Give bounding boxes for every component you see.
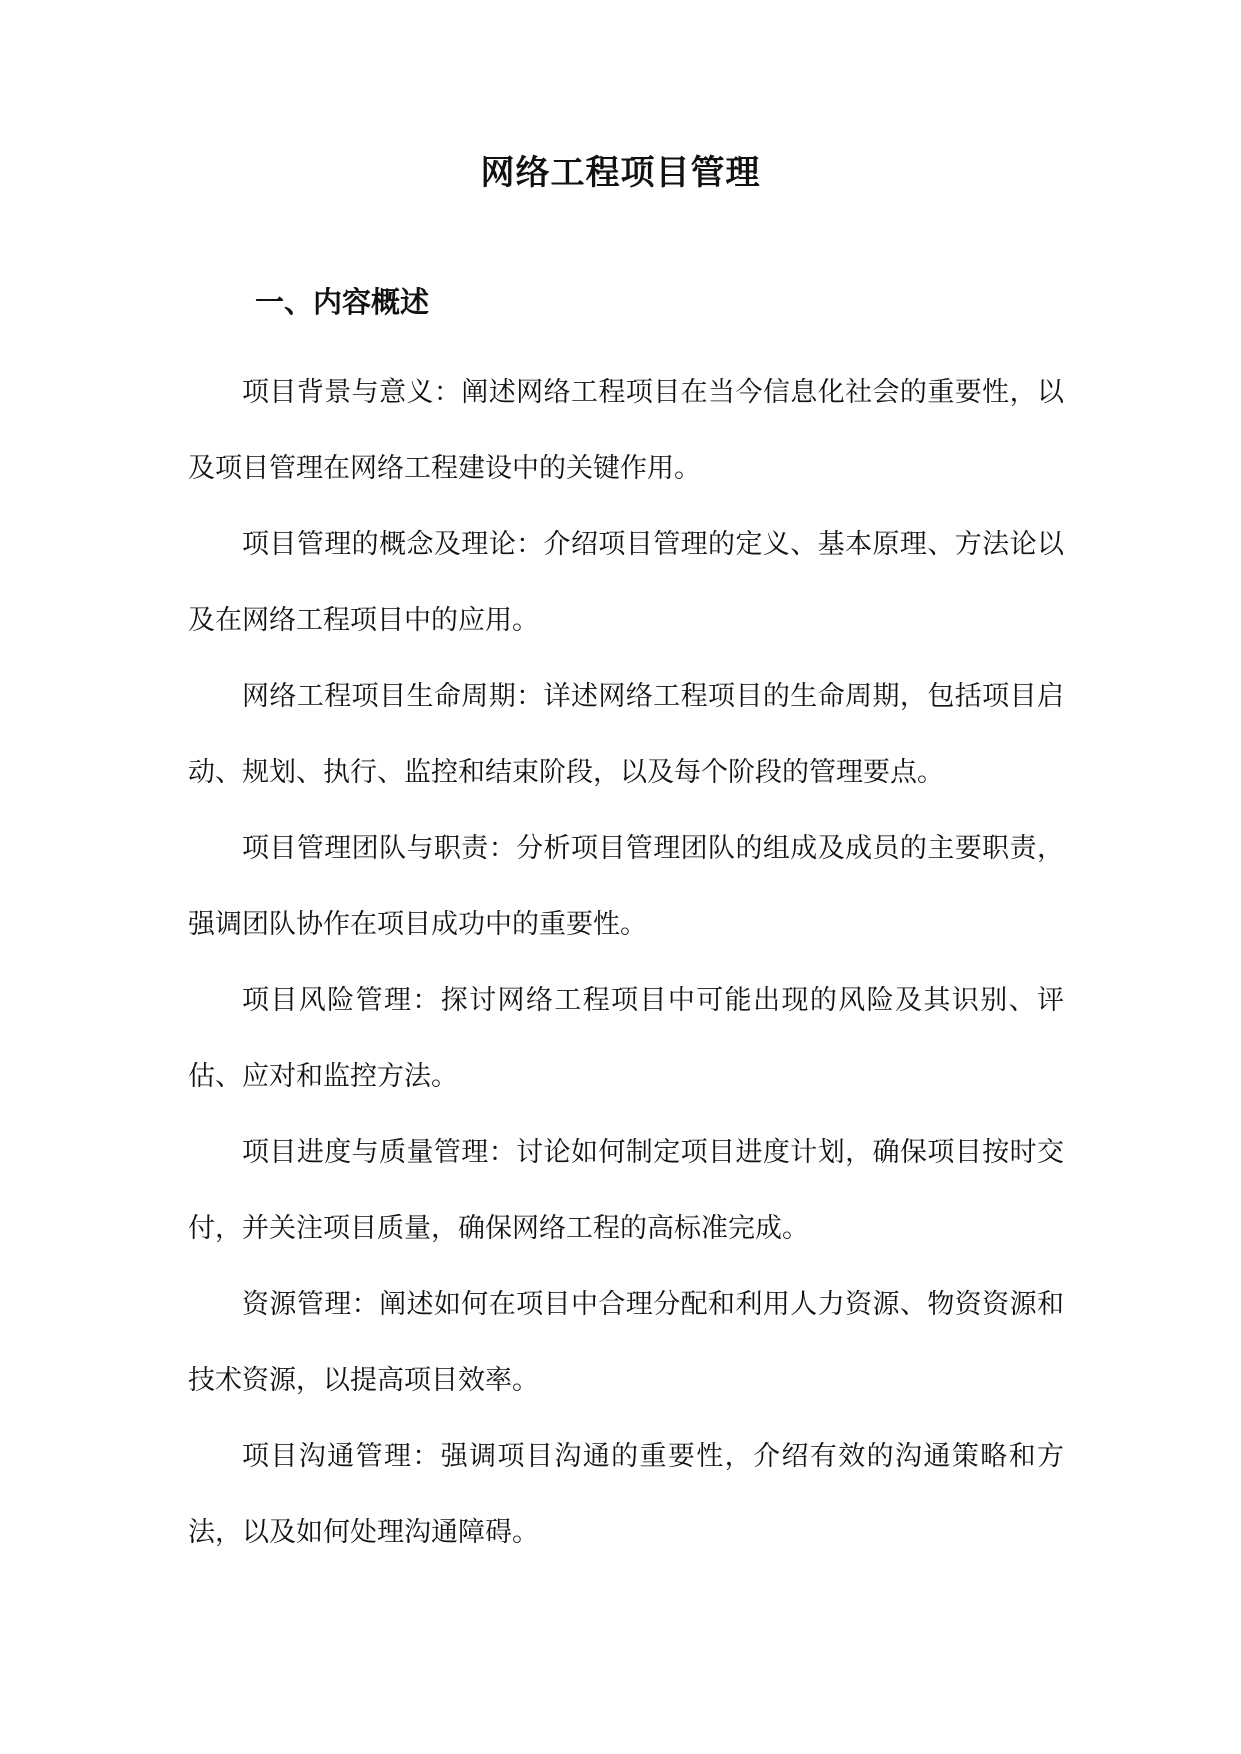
paragraph-schedule-quality: 项目进度与质量管理：讨论如何制定项目进度计划，确保项目按时交付，并关注项目质量，确保网络工程的高标准完成。 bbox=[188, 1137, 1064, 1244]
paragraph-project-background: 项目背景与意义：阐述网络工程项目在当今信息化社会的重要性，以及项目管理在网络工程建设中的关键作用。 bbox=[188, 377, 1064, 484]
paragraph-communication-management: 项目沟通管理：强调项目沟通的重要性，介绍有效的沟通策略和方法，以及如何处理沟通障碍。 bbox=[188, 1441, 1064, 1548]
document-title: 网络工程项目管理 bbox=[480, 153, 761, 193]
paragraph-resource-management: 资源管理：阐述如何在项目中合理分配和利用人力资源、物资资源和技术资源，以提高项目效率。 bbox=[188, 1289, 1064, 1396]
section-heading: 一、内容概述 bbox=[255, 285, 430, 319]
paragraph-pm-concepts: 项目管理的概念及理论：介绍项目管理的定义、基本原理、方法论以及在网络工程项目中的应用。 bbox=[188, 529, 1064, 636]
body-text bbox=[188, 355, 1064, 1571]
paragraph-lifecycle: 网络工程项目生命周期：详述网络工程项目的生命周期，包括项目启动、规划、执行、监控和结束阶段，以及每个阶段的管理要点。 bbox=[188, 681, 1064, 788]
paragraph-team-roles: 项目管理团队与职责：分析项目管理团队的组成及成员的主要职责，强调团队协作在项目成功中的重要性。 bbox=[188, 833, 1064, 940]
paragraph-risk-management: 项目风险管理：探讨网络工程项目中可能出现的风险及其识别、评估、应对和监控方法。 bbox=[188, 985, 1064, 1092]
